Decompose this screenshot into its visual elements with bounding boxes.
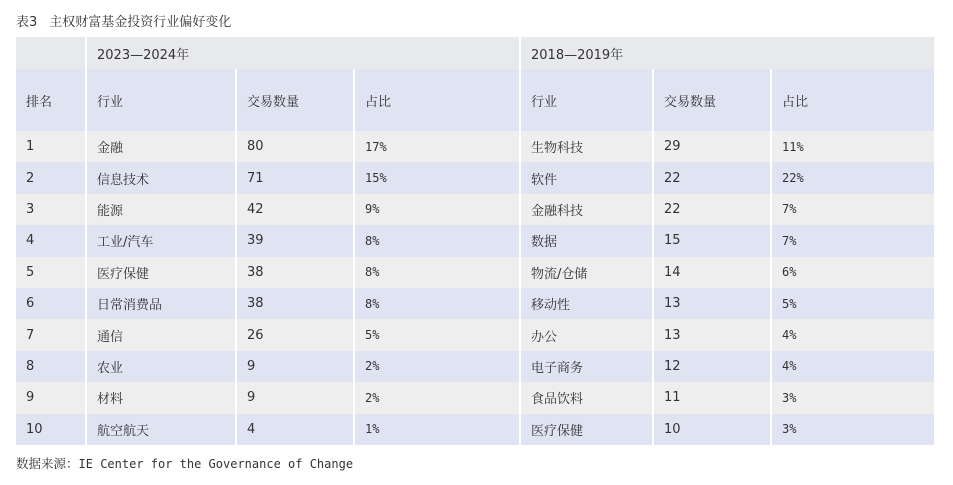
source-text: IE Center for the Governance of Change	[78, 457, 354, 471]
recent-industry-cell: 金融	[87, 131, 237, 162]
period-header-row	[16, 37, 934, 69]
earlier-deals-cell: 13	[654, 288, 772, 319]
header-recent-deals: 交易数量	[237, 69, 355, 131]
earlier-deals-cell: 29	[654, 131, 772, 162]
recent-share-cell: 8%	[355, 288, 521, 319]
recent-deals-cell: 9	[237, 382, 355, 413]
table-row	[16, 194, 934, 225]
earlier-share-cell: 3%	[772, 382, 934, 413]
earlier-deals-cell: 12	[654, 351, 772, 382]
table-row	[16, 382, 934, 413]
recent-deals-cell: 71	[237, 162, 355, 193]
header-earlier-industry: 行业	[521, 69, 654, 131]
recent-deals-cell: 39	[237, 225, 355, 256]
header-rank: 排名	[16, 69, 87, 131]
earlier-industry-cell: 办公	[521, 319, 654, 350]
rank-cell: 5	[16, 257, 87, 288]
table-caption	[16, 11, 231, 30]
recent-share-cell: 17%	[355, 131, 521, 162]
recent-deals-cell: 80	[237, 131, 355, 162]
recent-share-cell: 2%	[355, 351, 521, 382]
recent-industry-cell: 航空航天	[87, 414, 237, 445]
recent-share-cell: 2%	[355, 382, 521, 413]
earlier-deals-cell: 22	[654, 194, 772, 225]
industry-ranking-table	[16, 37, 934, 445]
header-recent-share: 占比	[355, 69, 521, 131]
earlier-share-cell: 4%	[772, 351, 934, 382]
rank-cell: 6	[16, 288, 87, 319]
earlier-share-cell: 11%	[772, 131, 934, 162]
earlier-industry-cell: 生物科技	[521, 131, 654, 162]
recent-industry-cell: 能源	[87, 194, 237, 225]
recent-deals-cell: 38	[237, 288, 355, 319]
recent-industry-cell: 通信	[87, 319, 237, 350]
table-row	[16, 288, 934, 319]
table-row	[16, 131, 934, 162]
period-recent: 2023—2024年	[87, 37, 521, 69]
recent-deals-cell: 4	[237, 414, 355, 445]
earlier-share-cell: 3%	[772, 414, 934, 445]
recent-industry-cell: 信息技术	[87, 162, 237, 193]
earlier-industry-cell: 数据	[521, 225, 654, 256]
earlier-share-cell: 7%	[772, 194, 934, 225]
earlier-deals-cell: 10	[654, 414, 772, 445]
table-row	[16, 257, 934, 288]
earlier-deals-cell: 14	[654, 257, 772, 288]
header-recent-industry: 行业	[87, 69, 237, 131]
table-number: 表3	[16, 15, 38, 30]
earlier-share-cell: 7%	[772, 225, 934, 256]
recent-share-cell: 9%	[355, 194, 521, 225]
table-row	[16, 414, 934, 445]
period-blank-cell	[16, 37, 87, 69]
earlier-deals-cell: 15	[654, 225, 772, 256]
recent-deals-cell: 9	[237, 351, 355, 382]
header-earlier-deals: 交易数量	[654, 69, 772, 131]
recent-deals-cell: 42	[237, 194, 355, 225]
recent-share-cell: 5%	[355, 319, 521, 350]
recent-share-cell: 1%	[355, 414, 521, 445]
earlier-industry-cell: 移动性	[521, 288, 654, 319]
rank-cell: 4	[16, 225, 87, 256]
earlier-share-cell: 22%	[772, 162, 934, 193]
table-title: 主权财富基金投资行业偏好变化	[49, 15, 232, 30]
table-row	[16, 351, 934, 382]
recent-share-cell: 15%	[355, 162, 521, 193]
recent-industry-cell: 日常消费品	[87, 288, 237, 319]
column-header-row	[16, 69, 934, 131]
earlier-industry-cell: 食品饮料	[521, 382, 654, 413]
earlier-deals-cell: 11	[654, 382, 772, 413]
rank-cell: 8	[16, 351, 87, 382]
rank-cell: 1	[16, 131, 87, 162]
earlier-industry-cell: 软件	[521, 162, 654, 193]
recent-industry-cell: 医疗保健	[87, 257, 237, 288]
data-source-note	[16, 454, 353, 472]
recent-deals-cell: 38	[237, 257, 355, 288]
earlier-share-cell: 6%	[772, 257, 934, 288]
recent-industry-cell: 材料	[87, 382, 237, 413]
earlier-industry-cell: 医疗保健	[521, 414, 654, 445]
earlier-share-cell: 5%	[772, 288, 934, 319]
earlier-deals-cell: 22	[654, 162, 772, 193]
earlier-industry-cell: 金融科技	[521, 194, 654, 225]
earlier-deals-cell: 13	[654, 319, 772, 350]
table-row	[16, 162, 934, 193]
recent-share-cell: 8%	[355, 225, 521, 256]
source-prefix: 数据来源：	[16, 456, 79, 471]
rank-cell: 2	[16, 162, 87, 193]
recent-share-cell: 8%	[355, 257, 521, 288]
table-row	[16, 319, 934, 350]
recent-deals-cell: 26	[237, 319, 355, 350]
rank-cell: 10	[16, 414, 87, 445]
recent-industry-cell: 工业/汽车	[87, 225, 237, 256]
header-earlier-share: 占比	[772, 69, 934, 131]
earlier-industry-cell: 物流/仓储	[521, 257, 654, 288]
rank-cell: 9	[16, 382, 87, 413]
earlier-share-cell: 4%	[772, 319, 934, 350]
rank-cell: 7	[16, 319, 87, 350]
rank-cell: 3	[16, 194, 87, 225]
table-body	[16, 131, 934, 445]
table-row	[16, 225, 934, 256]
recent-industry-cell: 农业	[87, 351, 237, 382]
earlier-industry-cell: 电子商务	[521, 351, 654, 382]
period-earlier: 2018—2019年	[521, 37, 934, 69]
